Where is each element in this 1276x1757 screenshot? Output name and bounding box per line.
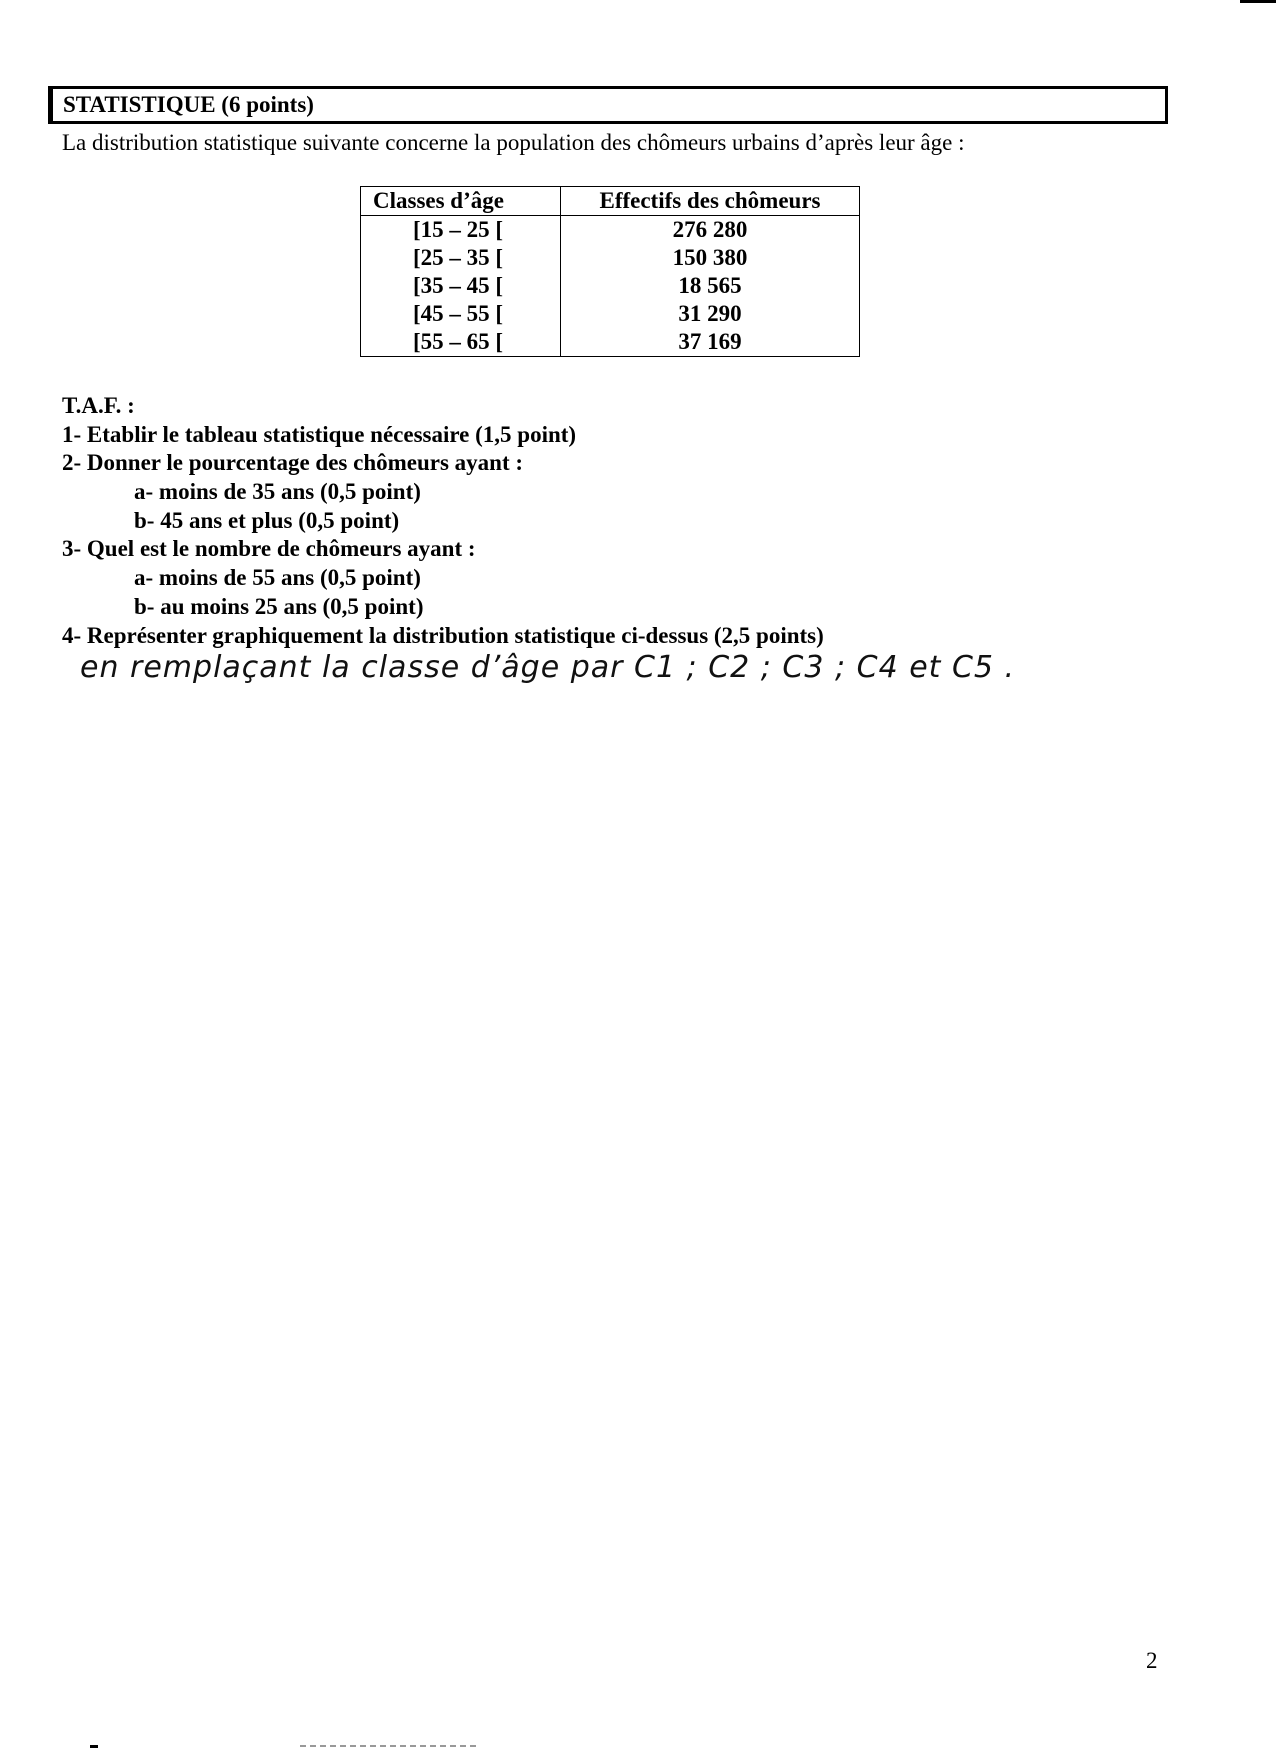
- count-cell: 150 380: [561, 244, 860, 272]
- footer-mark: [90, 1745, 98, 1748]
- question-2: 2- Donner le pourcentage des chômeurs ayant :: [62, 450, 524, 476]
- count-cell: 37 169: [561, 328, 860, 357]
- question-2a: a- moins de 35 ans (0,5 point): [134, 479, 421, 505]
- task-heading: T.A.F. :: [62, 393, 135, 418]
- age-class-cell: [45 – 55 [: [361, 300, 561, 328]
- question-1: 1- Etablir le tableau statistique nécessaire (1,5 point): [62, 421, 577, 447]
- age-class-cell: [15 – 25 [: [361, 216, 561, 245]
- count-cell: 31 290: [561, 300, 860, 328]
- table-header-row: [361, 187, 860, 216]
- header-age-class: Classes d’âge: [361, 187, 561, 216]
- table-row: [361, 300, 860, 328]
- handwritten-note: en remplaçant la classe d’âge par C1 ; C2 ; C3 ; C4 et C5 .: [80, 650, 1016, 685]
- age-distribution-table: [360, 186, 860, 357]
- question-3a: a- moins de 55 ans (0,5 point): [134, 565, 421, 591]
- question-3: 3- Quel est le nombre de chômeurs ayant :: [62, 536, 476, 562]
- footer-scan-artifact: [300, 1745, 480, 1747]
- section-title: STATISTIQUE (6 points): [63, 92, 314, 117]
- age-class-cell: [55 – 65 [: [361, 328, 561, 357]
- count-cell: 276 280: [561, 216, 860, 245]
- page-corner-mark: [1240, 0, 1276, 3]
- count-cell: 18 565: [561, 272, 860, 300]
- table-row: [361, 272, 860, 300]
- question-3b: b- au moins 25 ans (0,5 point): [134, 593, 424, 619]
- question-4: 4- Représenter graphiquement la distribution statistique ci-dessus (2,5 points): [62, 622, 824, 648]
- section-header-box: [48, 86, 1168, 124]
- page-number: 2: [1146, 1648, 1158, 1673]
- table-row: [361, 216, 860, 245]
- intro-text: La distribution statistique suivante concerne la population des chômeurs urbains d’après leur âge :: [62, 130, 965, 155]
- header-count: Effectifs des chômeurs: [561, 187, 860, 216]
- table-row: [361, 244, 860, 272]
- age-class-cell: [25 – 35 [: [361, 244, 561, 272]
- question-2b: b- 45 ans et plus (0,5 point): [134, 507, 400, 533]
- age-class-cell: [35 – 45 [: [361, 272, 561, 300]
- task-list: [62, 392, 824, 650]
- table-row: [361, 328, 860, 357]
